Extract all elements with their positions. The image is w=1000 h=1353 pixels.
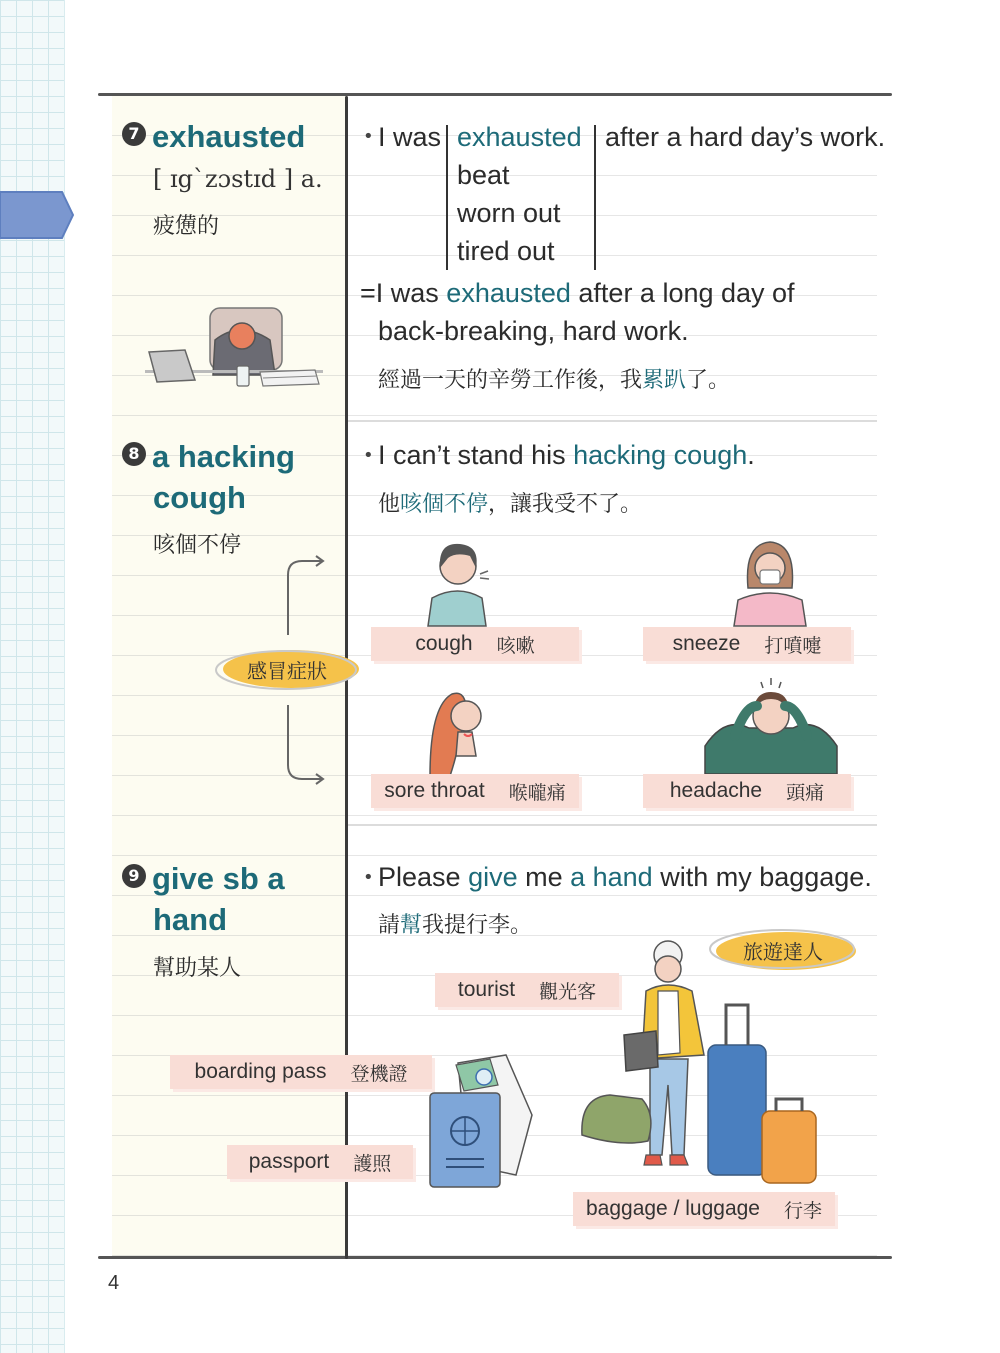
page-number: 4 <box>108 1272 120 1294</box>
category-badge: 旅遊達人 <box>708 928 858 972</box>
entry-9-heading <box>122 858 285 900</box>
section-separator <box>348 824 877 826</box>
option-bracket-right <box>594 125 596 270</box>
item-label-tourist: tourist 觀光客 <box>435 973 619 1007</box>
top-rule <box>98 93 892 96</box>
category-badge: 感冒症狀 <box>214 648 360 690</box>
headache-illustration <box>705 676 837 774</box>
symptom-label-sneeze: sneeze 打噴嚏 <box>643 627 851 661</box>
item-label-baggage: baggage / luggage 行李 <box>573 1192 835 1226</box>
bullet: • <box>363 445 374 466</box>
option-exhausted: exhausted <box>457 122 582 152</box>
exhausted-worker-illustration <box>145 300 325 395</box>
option-beat: beat <box>457 160 510 190</box>
passport-illustration <box>428 1055 538 1190</box>
entry-7-heading <box>122 116 305 158</box>
entry-word-line1: give sb a <box>152 861 285 896</box>
item-label-boarding-pass: boarding pass 登機證 <box>170 1055 432 1089</box>
chapter-tab <box>0 190 74 240</box>
entry-8-heading <box>122 436 295 478</box>
entry-word: exhausted <box>152 119 306 154</box>
example-sentence: I can’t stand his hacking cough. <box>378 440 755 470</box>
item-label-passport: passport 護照 <box>227 1145 413 1179</box>
section-separator <box>348 420 877 422</box>
example-prefix: I was <box>378 122 442 152</box>
symptom-label-cough: cough 咳嗽 <box>371 627 579 661</box>
bullet: • <box>363 867 374 888</box>
option-worn-out: worn out <box>457 198 561 228</box>
example-suffix: after a hard day’s work. <box>605 122 886 152</box>
entry-number: 7 <box>122 122 146 146</box>
entry-number: 8 <box>122 442 146 466</box>
entry-word-line2: hand <box>153 902 228 937</box>
symptom-label-headache: headache 頭痛 <box>643 774 851 808</box>
translation: 經過一天的辛勞工作後，我累趴了。 <box>378 368 731 393</box>
option-bracket-left <box>446 125 448 270</box>
translation: 請幫我提行李。 <box>378 913 533 938</box>
cough-illustration <box>420 538 500 626</box>
sore-throat-illustration <box>420 686 500 776</box>
option-tired-out: tired out <box>457 236 555 266</box>
phonetic: [ ɪgˋzɔstɪd ] a. <box>153 165 323 193</box>
meaning: 咳個不停 <box>153 533 242 558</box>
translation: 他咳個不停，讓我受不了。 <box>378 492 643 517</box>
symptom-label-sore-throat: sore throat 喉嚨痛 <box>371 774 579 808</box>
alt-sentence-line2: back-breaking, hard work. <box>378 316 689 346</box>
bullet: • <box>363 126 374 147</box>
entry-word-line2: cough <box>153 480 246 515</box>
meaning: 幫助某人 <box>153 956 242 981</box>
alt-sentence-line1: =I was exhausted after a long day of <box>360 278 795 308</box>
entry-number: 9 <box>122 864 146 888</box>
bottom-rule <box>98 1256 892 1259</box>
entry-word-line1: a hacking <box>152 439 295 474</box>
sneeze-illustration <box>730 538 810 626</box>
example-sentence: Please give me a hand with my baggage. <box>378 862 872 892</box>
meaning: 疲憊的 <box>153 214 220 239</box>
